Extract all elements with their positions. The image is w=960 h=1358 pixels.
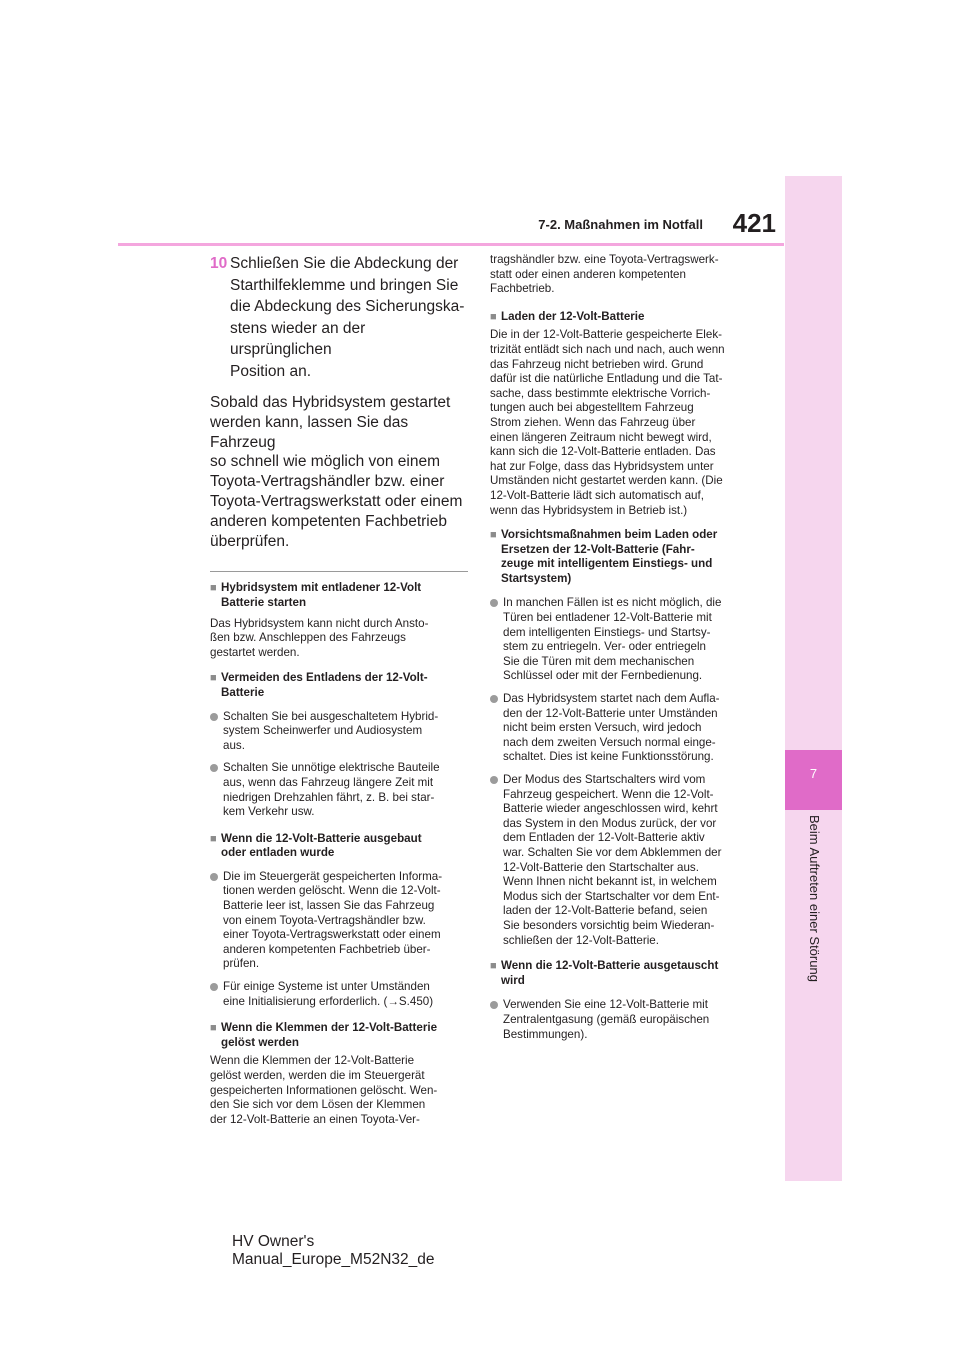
step-text: Schließen Sie die Abdeckung der Starthilfeklemme und bringen Sie die Abdeckung des Sicherungska- stens wieder an der ursprünglichen Position an. (230, 255, 465, 380)
chapter-title-vertical (804, 815, 824, 1035)
header-rule (118, 243, 784, 246)
heading-charging-battery: ■ Laden der 12-Volt-Batterie (490, 309, 645, 323)
left-column (210, 253, 468, 1127)
page-reference-link[interactable]: eine Initialisierung erforderlich. (→S.450) (223, 994, 434, 1008)
bullet-dot-icon (490, 695, 498, 703)
bullet-item: Verwenden Sie eine 12-Volt-Batterie mit Zentralentgasung (gemäß europäischen Bestimmungen). (490, 998, 758, 1042)
step-number: 10 (210, 255, 228, 272)
heading-avoid-discharge: ■ Vermeiden des Entladens der 12-Volt- Batterie (210, 671, 428, 699)
paragraph-charging-battery: Die in der 12-Volt-Batterie gespeicherte Elek- trizität entlädt sich nach und nach, auch wenn das Fahrzeug nicht betrieben wird. Grund dafür ist die natürliche Entladung und die Tat- sache, dass bestimmte elektrische Vorrich- tungen auch bei abgestelltem Fahrzeug Strom ziehen. Wenn das Fahrzeug über einen längeren Zeitraum nicht bewegt wird, kann sich die 12-Volt-Batterie entladen. Das hat zur Folge, dass das Hybridsystem unter Umständen nicht gestartet werden kann. (Die 12-Volt-Batterie lädt sich automatisch auf, wenn das Hybridsystem in Betrieb ist.) (490, 328, 725, 517)
bullet-dot-icon (490, 776, 498, 784)
chapter-number-tab: 7 (785, 750, 842, 810)
square-bullet-icon: ■ (490, 310, 497, 323)
square-bullet-icon: ■ (210, 1022, 217, 1035)
bullet-dot-icon (490, 1001, 498, 1009)
heading-precautions: ■ Vorsichtsmaßnahmen beim Laden oder Ersetzen der 12-Volt-Batterie (Fahr- zeuge mit intelligentem Einstiegs- und Startsystem) (490, 528, 718, 585)
square-bullet-icon: ■ (210, 832, 217, 845)
chapter-title: Beim Auftreten einer Störung (807, 815, 822, 982)
bullet-item: Für einige Systeme ist unter Umständen eine Initialisierung erforderlich. (→S.450) (210, 980, 468, 1009)
heading-battery-removed: ■ Wenn die 12-Volt-Batterie ausgebaut oder entladen wurde (210, 831, 422, 860)
heading-hybrid-start: ■ Hybridsystem mit entladener 12-Volt Batterie starten (210, 581, 422, 609)
heading-battery-replaced: ■ Wenn die 12-Volt-Batterie ausgetauscht wird (490, 959, 719, 987)
bullet-item: Schalten Sie unnötige elektrische Bauteile aus, wenn das Fahrzeug längere Zeit mit niedrigen Drehzahlen fährt, z. B. bei star- kem Verkehr usw. (210, 761, 468, 819)
bullet-item: Die im Steuergerät gespeicherten Informa- tionen werden gelöscht. Wenn die 12-Volt- Batterie leer ist, lassen Sie das Fahrzeug von einem Toyota-Vertragshändler bzw. einer Toyota-Vertragswerkstatt oder einem anderen kompetenten Fachbetrieb über- prüfen. (210, 870, 468, 972)
footer-document-id: HV Owner's Manual_Europe_M52N32_de (232, 1233, 435, 1268)
page-number: 421 (732, 208, 776, 238)
bullet-dot-icon (210, 983, 218, 991)
square-bullet-icon: ■ (210, 582, 217, 595)
square-bullet-icon: ■ (490, 960, 497, 973)
bullet-item: Schalten Sie bei ausgeschaltetem Hybrid- system Scheinwerfer und Audiosystem aus. (210, 710, 468, 754)
bullet-item: In manchen Fällen ist es nicht möglich, die Türen bei entladener 12-Volt-Batterie mit dem intelligenten Einstiegs- und Startsy- stem zu entriegeln. Ver- oder entriegeln Sie die Türen mit dem mechanischen Schlüssel oder mit der Fernbedienung. (490, 596, 758, 684)
bullet-dot-icon (490, 599, 498, 607)
step-10 (210, 253, 468, 382)
bullet-item: Das Hybridsystem startet nach dem Aufla- den der 12-Volt-Batterie unter Umständen nicht beim ersten Versuch, wird jedoch nach dem zweiten Versuch normal einge- schaltet. Dies ist keine Funktionsstörung. (490, 692, 758, 765)
bullet-dot-icon (210, 873, 218, 881)
bullet-dot-icon (210, 713, 218, 721)
bullet-dot-icon (210, 764, 218, 772)
paragraph-hybrid-start: Das Hybridsystem kann nicht durch Ansto- ßen bzw. Anschleppen des Fahrzeugs gestartet werden. (210, 616, 429, 659)
square-bullet-icon: ■ (210, 672, 217, 685)
paragraph-terminals-disconnected: Wenn die Klemmen der 12-Volt-Batterie gelöst werden, werden die im Steuergerät gespeicherten Informationen gelöscht. Wen- den Sie sich vor dem Lösen der Klemmen der 12-Volt-Batterie an einen Toyota-Ver- (210, 1054, 438, 1126)
paragraph-continued: tragshändler bzw. eine Toyota-Vertragswerk- statt oder einen anderen kompetenten Fachbetrieb. (490, 253, 719, 296)
section-title: 7-2. Maßnahmen im Notfall (538, 217, 703, 232)
right-column (490, 253, 758, 1042)
square-bullet-icon: ■ (490, 529, 497, 542)
intro-paragraph: Sobald das Hybridsystem gestartet werden kann, lassen Sie das Fahrzeug so schnell wie möglich von einem Toyota-Vertragshändler bzw. einer Toyota-Vertragswerkstatt oder einem anderen kompetenten Fachbetrieb überprüfen. (210, 394, 463, 550)
section-divider (210, 571, 468, 572)
bullet-item: Der Modus des Startschalters wird vom Fahrzeug gespeichert. Wenn die 12-Volt- Batterie wieder angeschlossen wird, kehrt das System in den Modus zurück, der vor dem Entladen der 12-Volt-Batterie aktiv war. Schalten Sie vor dem Abklemmen der 12-Volt-Batterie den Startschalter aus. Wenn Ihnen nicht bekannt ist, in welchem Modus sich der Startschalter vor dem Ent- laden der 12-Volt-Batterie befand, seien Sie besonders vorsichtig beim Wiederan- schließen der 12-Volt-Batterie. (490, 773, 758, 948)
heading-terminals-disconnected: ■ Wenn die Klemmen der 12-Volt-Batterie gelöst werden (210, 1021, 438, 1049)
